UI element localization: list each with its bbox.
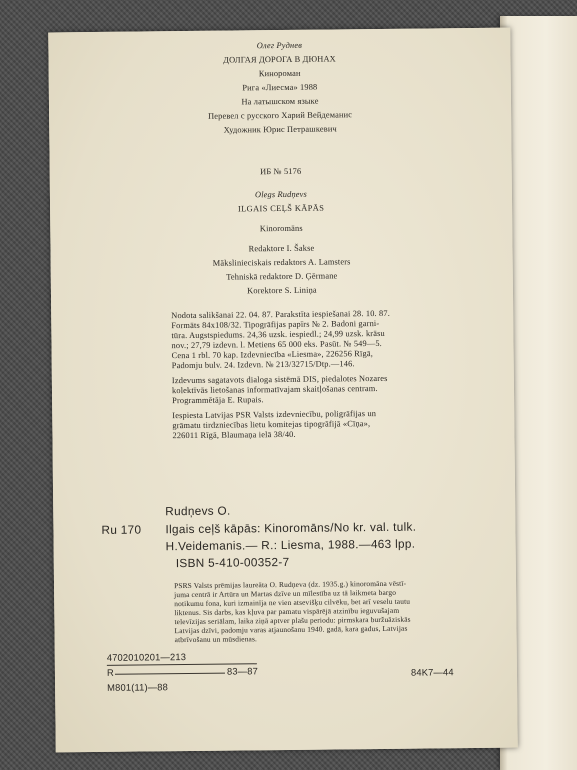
ru-illustrator: Художник Юрис Петрашкевич [223, 124, 337, 135]
code-rule-2 [115, 673, 225, 675]
abstract-line-6: Latvijas dzīvi, padomju varas atjaunošanu 1940. gadā, kara gadus, Latvijas [174, 623, 408, 636]
dialog-system-line-3: Programmētāja E. Rupais. [172, 395, 264, 406]
catalog-imprint-line: H.Veidemanis.— R.: Liesma, 1988.—463 lpp. [165, 536, 416, 554]
lv-editor: Redaktore I. Šakse [248, 243, 315, 254]
dialog-system-line-1: Izdevums sagatavots dialoga sistēmā DIS, piedalotes Nozares [171, 373, 388, 386]
production-line-4: nov.; 27,79 izdevn. l. Metiens 65 000 eks. Pasūt. № 549—5. [171, 338, 382, 351]
lv-tech-editor: Tehniskā redaktore D. Ģērmane [226, 271, 338, 282]
code-bbk: 84K7—44 [410, 666, 454, 678]
catalog-isbn: ISBN 5-410-00352-7 [175, 554, 290, 571]
abstract-line-2: juma centrā ir Artūra un Martas dzīve un mīlestība uz tā laikmeta bargo [174, 587, 397, 600]
catalog-classification: Ru 170 [101, 522, 142, 537]
printer-line-3: 226011 Rīgā, Blaumaņa ielā 38/40. [172, 429, 296, 441]
abstract-line-7: atbrīvošanu un mūsdienas. [174, 634, 258, 645]
ru-genre: Кинороман [258, 68, 301, 79]
lv-proofreader: Korektore S. Liniņa [247, 285, 317, 296]
ru-translator: Перевел с русского Харий Вейдеманис [208, 110, 353, 121]
catalog-heading: Rudņevs O. [165, 503, 231, 519]
production-line-3: tūra. Augstspiedums. 24,36 uzsk. iespiedl.; 24,99 uzsk. krāsu [171, 328, 385, 341]
abstract-line-3: notikumu fona, kuri izmainīja ne vien atsevišķu cilvēku, bet arī veselu tautu [174, 596, 411, 609]
production-line-5: Cena 1 rbl. 70 kap. Izdevniecība «Liesma», 226256 Rīgā, [171, 349, 373, 361]
dialog-system-line-2: kolektīvās lietošanas informatīvajam skaitļošanas centram. [171, 384, 378, 396]
lv-art-editor: Mākslinieciskais redaktors A. Lamsters [212, 257, 351, 268]
code-series: M801(11)—88 [107, 681, 169, 693]
ru-language-note: На латышском языке [241, 96, 319, 107]
lv-genre: Kinoromāns [259, 223, 303, 234]
production-line-6: Padomju bulv. 24. Izdevn. № 213/32715/Dtp.—146. [171, 359, 355, 371]
abstract-line-4: liktenus. Sis darbs, kas kļuva par pamatu vispārējā atzinību ieguvušajam [174, 605, 400, 618]
production-line-2: Formāts 84x108/32. Tipogrāfijas papīrs № 2. Badoni garni- [171, 318, 380, 331]
book-page [48, 28, 518, 753]
code-index: 4702010201—213 [106, 651, 187, 663]
printer-line-1: Iespiesta Latvijas PSR Valsts izdevniecību, poligrāfijas un [172, 409, 377, 421]
ru-author: Олег Руднев [256, 40, 303, 51]
ib-number: ИБ № 5176 [260, 166, 302, 177]
code-year: 83—87 [226, 665, 258, 677]
production-line-1: Nodota salikšanai 22. 04. 87. Parakstīta iespiešanai 28. 10. 87. [171, 308, 390, 321]
ru-title: ДОЛГАЯ ДОРОГА В ДЮНАХ [223, 54, 336, 65]
catalog-title-line: Ilgais ceļš kāpās: Kinoromāns/No kr. val. tulk. [165, 519, 417, 537]
lv-title: ILGAIS CEĻŠ KĀPĀS [237, 203, 325, 214]
code-r-label: R [106, 666, 114, 678]
abstract-line-5: televīzijas seriālam, laika ziņā aptver plašu periodu: pirmskara buržuāziskās [174, 614, 411, 627]
printer-line-2: grāmatu tirdzniecības lietu komitejas tipogrāfijā «Cīņa», [172, 419, 371, 431]
abstract-line-1: PSRS Valsts prēmijas laureāta O. Rudņeva (dz. 1935.g.) kinoromāna vēstī- [173, 578, 407, 591]
lv-author: Olegs Rudņevs [254, 189, 307, 200]
ru-publisher-line: Рига «Лиесма» 1988 [242, 82, 318, 93]
